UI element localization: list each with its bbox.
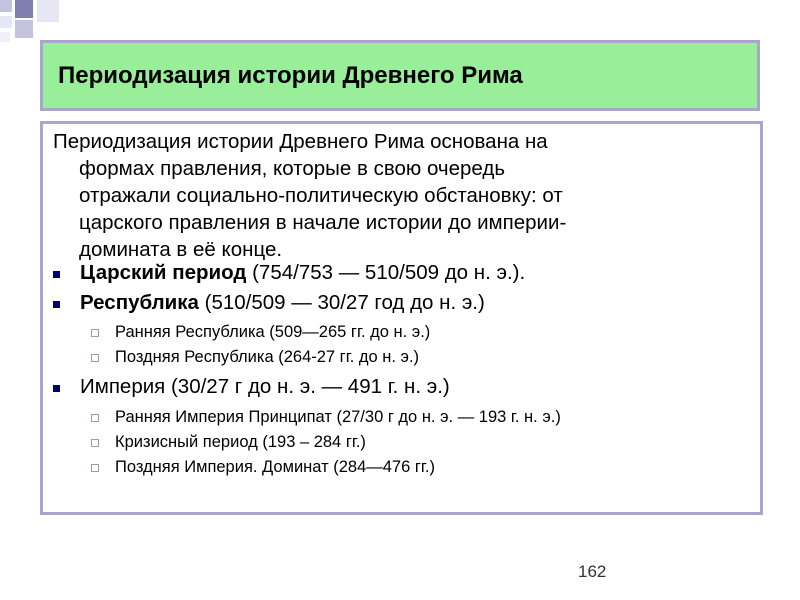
hollow-square-bullet-icon: [91, 464, 99, 472]
list-item: [53, 291, 485, 315]
square-bullet-icon: [53, 271, 60, 278]
slide-title: Периодизация истории Древнего Рима: [58, 61, 523, 89]
item-text: (754/753 — 510/509 до н. э.).: [246, 261, 526, 284]
decor-square: [0, 32, 10, 42]
list-item: [53, 375, 450, 399]
intro-line: Периодизация истории Древнего Рима основана на: [53, 130, 548, 153]
hollow-square-bullet-icon: [91, 354, 99, 362]
item-text: Поздняя Республика (264-27 гг. до н. э.): [115, 348, 420, 366]
hollow-square-bullet-icon: [91, 439, 99, 447]
decor-square: [0, 0, 12, 12]
intro-line: отражали социально-политическую обстановку: от: [79, 184, 563, 207]
list-item: [53, 261, 525, 285]
content-box: [40, 121, 763, 515]
item-text: Ранняя Республика (509—265 гг. до н. э.): [115, 323, 431, 341]
square-bullet-icon: [53, 385, 60, 392]
intro-line: царского правления в начале истории до империи-: [79, 211, 567, 234]
intro-paragraph: [53, 128, 748, 263]
page-number: 162: [578, 562, 607, 581]
decor-square: [15, 0, 33, 18]
hollow-square-bullet-icon: [91, 414, 99, 422]
item-text: Кризисный период (193 – 284 гг.): [115, 433, 366, 451]
decor-square: [15, 20, 33, 38]
hollow-square-bullet-icon: [91, 329, 99, 337]
item-text: Ранняя Империя Принципат (27/30 г до н. э. — 193 г. н. э.): [115, 408, 561, 426]
item-text: Поздняя Империя. Доминат (284—476 гг.): [115, 458, 435, 476]
title-box: [40, 40, 760, 111]
item-bold: Республика: [80, 291, 199, 314]
square-bullet-icon: [53, 301, 60, 308]
decor-square: [37, 0, 59, 22]
item-text: (510/509 — 30/27 год до н. э.): [198, 291, 485, 314]
list-item: [91, 433, 366, 452]
decor-square: [0, 16, 12, 28]
intro-line: формах правления, которые в свою очередь: [79, 157, 505, 180]
list-item: [91, 323, 430, 342]
list-item: [91, 348, 419, 367]
item-bold: Царский период: [80, 261, 247, 284]
intro-line: домината в её конце.: [79, 238, 283, 261]
item-text: Империя (30/27 г до н. э. — 491 г. н. э.): [80, 375, 450, 398]
list-item: [91, 458, 435, 477]
list-item: [91, 408, 561, 427]
